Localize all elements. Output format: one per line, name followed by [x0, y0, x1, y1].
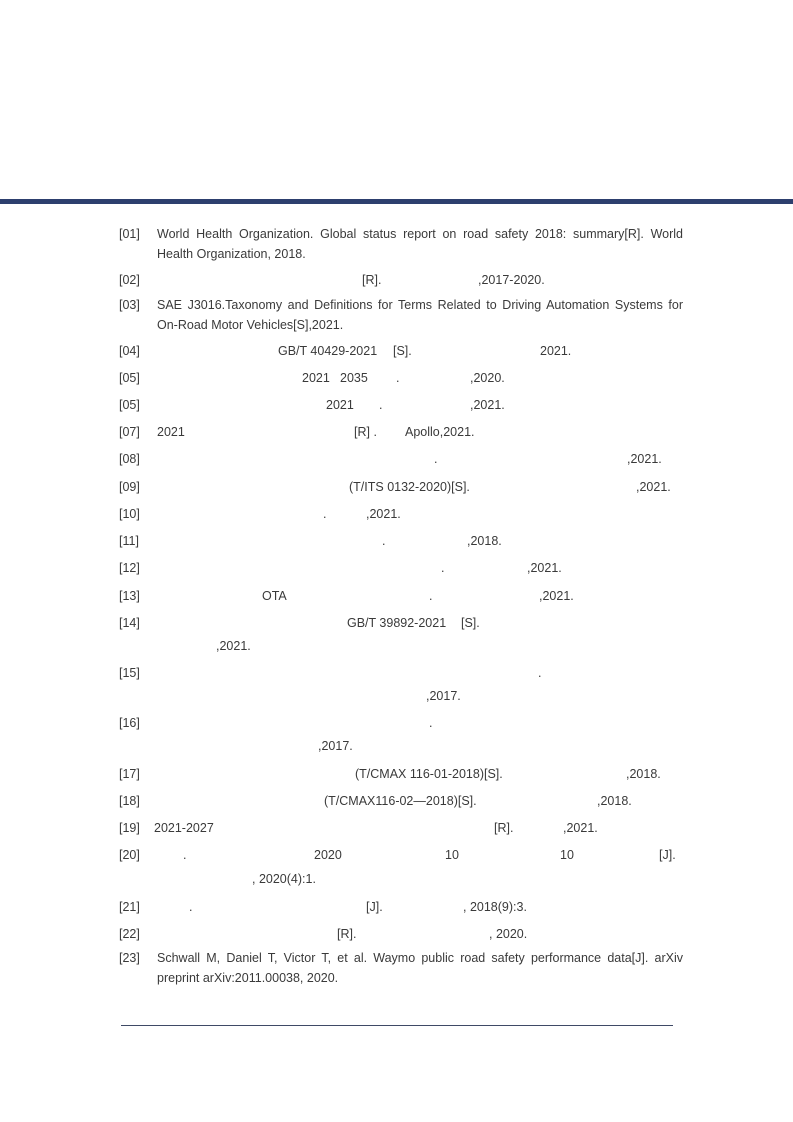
reference-text: ,2021. [366, 507, 401, 521]
reference-text: 10 [560, 848, 574, 862]
reference-text: . [538, 666, 542, 680]
reference-text: [J]. [366, 900, 383, 914]
reference-number: [10] [119, 507, 140, 521]
reference-number: [16] [119, 716, 140, 730]
reference-text: [R]. [362, 273, 382, 287]
reference-text: [J]. [659, 848, 676, 862]
reference-text: 2020 [314, 848, 342, 862]
reference-text: [R]. [494, 821, 514, 835]
reference-text: [S]. [461, 616, 480, 630]
reference-text: (T/ITS 0132-2020)[S]. [349, 480, 470, 494]
reference-text: (T/CMAX 116-01-2018)[S]. [355, 767, 503, 781]
reference-text: . [379, 398, 383, 412]
reference-text: ,2018. [467, 534, 502, 548]
reference-text: ,2021. [563, 821, 598, 835]
reference-number: [05] [119, 398, 140, 412]
reference-number: [08] [119, 452, 140, 466]
reference-text: Apollo,2021. [405, 425, 475, 439]
reference-number: [22] [119, 927, 140, 941]
reference-number: [15] [119, 666, 140, 680]
reference-text: 2021 [326, 398, 354, 412]
reference-text: ,2017. [318, 739, 353, 753]
reference-number: [19] [119, 821, 140, 835]
reference-number: [21] [119, 900, 140, 914]
reference-text: (T/CMAX116-02—2018)[S]. [324, 794, 477, 808]
reference-text: , 2020. [489, 927, 528, 941]
reference-text: 2021 [302, 371, 330, 385]
reference-text: . [382, 534, 386, 548]
reference-number: [03] [119, 298, 140, 312]
reference-text: ,2021. [539, 589, 574, 603]
reference-text: 10 [445, 848, 459, 862]
reference-number: [11] [119, 534, 139, 548]
reference-text: 2035 [340, 371, 368, 385]
reference-text: . [189, 900, 193, 914]
reference-text: 2021. [540, 344, 572, 358]
reference-number: [07] [119, 425, 140, 439]
reference-text: ,2018. [597, 794, 632, 808]
reference-number: [23] [119, 951, 140, 965]
reference-text: OTA [262, 589, 287, 603]
reference-text: . [183, 848, 187, 862]
reference-text: . [434, 452, 438, 466]
reference-text: . [323, 507, 327, 521]
reference-text: . [429, 716, 433, 730]
reference-text: ,2021. [470, 398, 505, 412]
footer-rule [121, 1025, 673, 1026]
reference-number: [09] [119, 480, 140, 494]
reference-text: ,2021. [636, 480, 671, 494]
reference-text: . [396, 371, 400, 385]
reference-number: [14] [119, 616, 140, 630]
reference-text: GB/T 39892-2021 [347, 616, 447, 630]
reference-number: [12] [119, 561, 140, 575]
reference-text: ,2017-2020. [478, 273, 545, 287]
reference-text: 2021-2027 [154, 821, 214, 835]
reference-text: ,2021. [527, 561, 562, 575]
reference-number: [13] [119, 589, 140, 603]
reference-text: SAE J3016.Taxonomy and Definitions for Terms Related to Driving Automation Systems for On-Road Motor Vehicles[S],2021. [157, 298, 683, 332]
reference-text: , 2020(4):1. [252, 872, 316, 886]
reference-number: [18] [119, 794, 140, 808]
reference-text: , 2018(9):3. [463, 900, 527, 914]
reference-number: [04] [119, 344, 140, 358]
reference-number: [17] [119, 767, 140, 781]
reference-number: [02] [119, 273, 140, 287]
reference-text: [R] . [354, 425, 377, 439]
reference-text: World Health Organization. Global status report on road safety 2018: summary[R]. World Health Organization, 2018. [157, 227, 683, 261]
reference-number: [20] [119, 848, 140, 862]
reference-text: 2021 [157, 425, 185, 439]
reference-number: [05] [119, 371, 140, 385]
reference-text: Schwall M, Daniel T, Victor T, et al. Waymo public road safety performance data[J]. arXiv preprint arXiv:2011.00038, 2020. [157, 951, 683, 985]
reference-text: [R]. [337, 927, 357, 941]
reference-text: ,2021. [627, 452, 662, 466]
reference-number: [01] [119, 227, 140, 241]
reference-text: GB/T 40429-2021 [278, 344, 378, 358]
reference-text: ,2018. [626, 767, 661, 781]
reference-text: ,2017. [426, 689, 461, 703]
reference-text: . [441, 561, 445, 575]
reference-text: ,2020. [470, 371, 505, 385]
header-rule [0, 199, 793, 204]
reference-text: ,2021. [216, 639, 251, 653]
reference-text: [S]. [393, 344, 412, 358]
reference-text: . [429, 589, 433, 603]
